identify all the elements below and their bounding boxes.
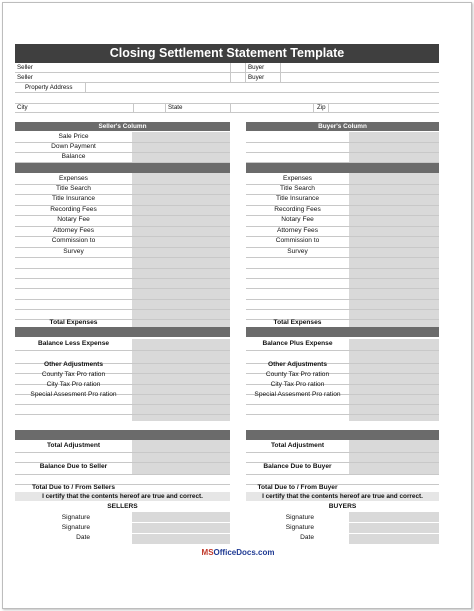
seller-expense-row: Recording Fees	[50, 206, 97, 213]
seller-expense-row: Expenses	[59, 175, 88, 182]
seller-divider-2	[15, 327, 230, 337]
seller-column	[15, 122, 230, 502]
buyer-column-header: Buyer's Column	[246, 122, 439, 131]
buyer-signature-block	[246, 502, 439, 546]
buyer-divider-3	[246, 430, 439, 440]
buyers-heading: BUYERS	[328, 503, 357, 510]
down-payment-label: Down Payment	[51, 143, 96, 150]
balance-less-expense-label: Balance Less Expense	[37, 340, 110, 347]
buyer-divider-2	[246, 327, 439, 337]
seller-expense-row: Title Insurance	[51, 195, 95, 202]
buyer-expense-row: Commission to	[275, 237, 320, 244]
seller-expense-row: Notary Fee	[57, 216, 90, 223]
seller-expense-row: Survey	[63, 248, 84, 255]
buyer-adjustment-row: Special Assesment Pro ration	[254, 391, 341, 398]
buyer-date-field[interactable]	[349, 534, 439, 544]
buyer-expense-row: Title Insurance	[275, 195, 319, 202]
seller-total-expenses-label: Total Expenses	[49, 319, 98, 326]
buyer-total-adjustment-label: Total Adjustment	[270, 442, 325, 449]
seller-label-1: Seller	[17, 64, 33, 71]
seller-adjustment-row: Special Assesment Pro ration	[30, 391, 117, 398]
seller-adjustment-row: City Tax Pro ration	[46, 381, 101, 388]
brand-logo-prefix: MS	[201, 548, 214, 557]
seller-other-adjustments-label: Other Adjustments	[43, 361, 104, 368]
seller-column-header: Seller's Column	[15, 122, 230, 131]
buyer-label-1: Buyer	[248, 64, 265, 71]
balance-due-buyer-label: Balance Due to Buyer	[263, 463, 332, 470]
buyer-adjustment-row: County Tax Pro ration	[265, 371, 330, 378]
seller-date-label: Date	[76, 534, 90, 541]
seller-expense-row: Attorney Fees	[52, 227, 95, 234]
buyer-total-expenses-label: Total Expenses	[273, 319, 322, 326]
buyer-signature-field[interactable]	[349, 523, 439, 533]
party-info-block	[15, 63, 439, 113]
seller-certify-text: I certify that the contents hereof are true and correct.	[15, 492, 230, 501]
city-label: City	[17, 104, 28, 111]
total-due-buyer-label: Total Due to / From Buyer	[257, 484, 338, 491]
balance-label: Balance	[61, 153, 86, 160]
buyer-signature-label: Signature	[285, 524, 314, 531]
buyer-signature-field[interactable]	[349, 512, 439, 522]
buyer-expense-row: Attorney Fees	[276, 227, 319, 234]
brand-logo-rest: OfficeDocs.com	[213, 548, 275, 557]
buyer-expense-row: Recording Fees	[274, 206, 321, 213]
buyer-expense-row: Notary Fee	[281, 216, 314, 223]
seller-signature-field[interactable]	[132, 512, 230, 522]
property-address-label: Property Address	[25, 84, 73, 91]
buyer-expense-row: Expenses	[283, 175, 312, 182]
seller-signature-field[interactable]	[132, 523, 230, 533]
buyer-date-label: Date	[300, 534, 314, 541]
sale-price-label: Sale Price	[58, 133, 89, 140]
total-due-sellers-label: Total Due to / From Sellers	[31, 484, 116, 491]
buyer-column	[246, 122, 439, 502]
seller-signature-block	[15, 502, 230, 546]
buyer-label-2: Buyer	[248, 74, 265, 81]
document-title: Closing Settlement Statement Template	[15, 44, 439, 63]
buyer-expense-row: Survey	[287, 248, 308, 255]
seller-expense-row: Title Search	[56, 185, 91, 192]
seller-signature-label: Signature	[61, 514, 90, 521]
buyer-certify-text: I certify that the contents hereof are true and correct.	[246, 492, 439, 501]
sellers-heading: SELLERS	[107, 503, 138, 510]
balance-due-seller-label: Balance Due to Seller	[39, 463, 108, 470]
buyer-expense-row: Title Search	[280, 185, 315, 192]
zip-label: Zip	[317, 104, 326, 111]
seller-divider-3	[15, 430, 230, 440]
balance-plus-expense-label: Balance Plus Expense	[262, 340, 333, 347]
state-label: State	[168, 104, 183, 111]
buyer-divider-1	[246, 163, 439, 173]
seller-signature-label: Signature	[61, 524, 90, 531]
buyer-other-adjustments-label: Other Adjustments	[267, 361, 328, 368]
seller-divider-1	[15, 163, 230, 173]
seller-expense-row: Commission to	[51, 237, 96, 244]
seller-date-field[interactable]	[132, 534, 230, 544]
brand-logo	[188, 548, 288, 558]
buyer-signature-label: Signature	[285, 514, 314, 521]
seller-label-2: Seller	[17, 74, 33, 81]
buyer-adjustment-row: City Tax Pro ration	[270, 381, 325, 388]
seller-total-adjustment-label: Total Adjustment	[46, 442, 101, 449]
seller-adjustment-row: County Tax Pro ration	[41, 371, 106, 378]
